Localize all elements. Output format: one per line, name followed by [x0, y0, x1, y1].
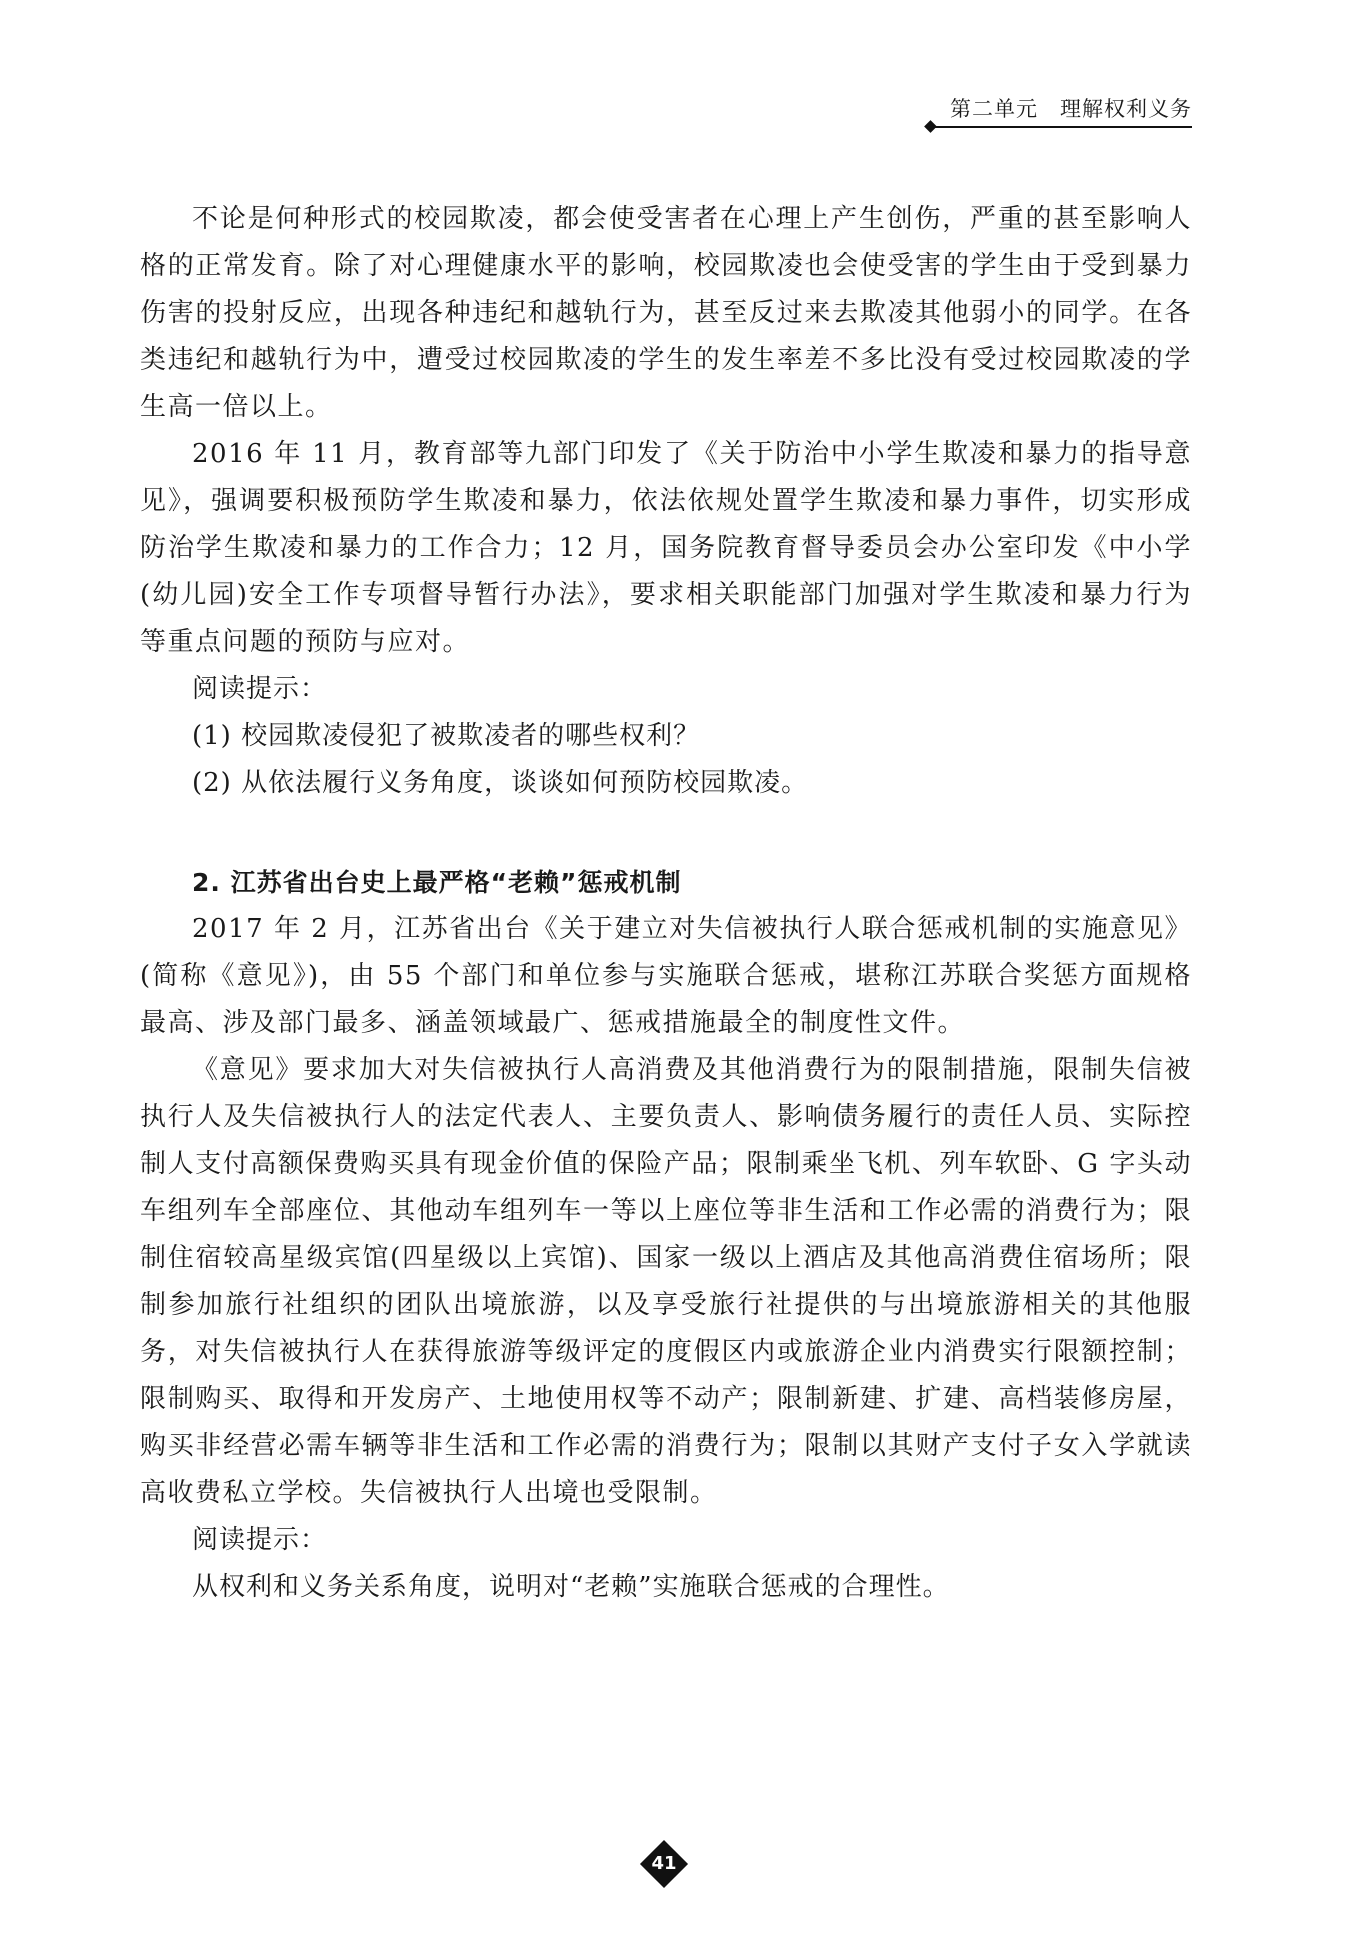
reading-question: 从权利和义务关系角度，说明对“老赖”实施联合惩戒的合理性。	[192, 1572, 950, 1602]
section-title: 2. 江苏省出台史上最严格“老赖”惩戒机制	[192, 868, 682, 897]
paragraph: 不论是何种形式的校园欺凌，都会使受害者在心理上产生创伤，严重的甚至影响人格的正常发育。除了对心理健康水平的影响，校园欺凌也会使受害的学生由于受到暴力伤害的投射反应，出现各种违纪和越轨行为，甚至反过来去欺凌其他弱小的同学。在各类违纪和越轨行为中，遭受过校园欺凌的学生的发生率差不多比没有受过校园欺凌的学生高一倍以上。	[140, 204, 1192, 422]
reading-question: (2) 从依法履行义务角度，谈谈如何预防校园欺凌。	[192, 768, 809, 798]
paragraph: 2016 年 11 月，教育部等九部门印发了《关于防治中小学生欺凌和暴力的指导意见》，强调要积极预防学生欺凌和暴力，依法依规处置学生欺凌和暴力事件，切实形成防治学生欺凌和暴力的工作合力；12 月，国务院教育督导委员会办公室印发《中小学(幼儿园)安全工作专项督导暂行办法》，要求相关职能部门加强对学生欺凌和暴力行为等重点问题的预防与应对。	[140, 439, 1192, 657]
header-rule	[932, 126, 1192, 128]
running-header	[912, 96, 1192, 136]
reading-hint-label: 阅读提示：	[192, 674, 328, 704]
reading-hint-label: 阅读提示：	[192, 1525, 328, 1555]
paragraph: 《意见》要求加大对失信被执行人高消费及其他消费行为的限制措施，限制失信被执行人及失信被执行人的法定代表人、主要负责人、影响债务履行的责任人员、实际控制人支付高额保费购买具有现金价值的保险产品；限制乘坐飞机、列车软卧、G 字头动车组列车全部座位、其他动车组列车一等以上座位等非生活和工作必需的消费行为；限制住宿较高星级宾馆(四星级以上宾馆)、国家一级以上酒店及其他高消费住宿场所；限制参加旅行社组织的团队出境旅游，以及享受旅行社提供的与出境旅游相关的其他服务，对失信被执行人在获得旅游等级评定的度假区内或旅游企业内消费实行限额控制；限制购买、取得和开发房产、土地使用权等不动产；限制新建、扩建、高档装修房屋，购买非经营必需车辆等非生活和工作必需的消费行为；限制以其财产支付子女入学就读高收费私立学校。失信被执行人出境也受限制。	[140, 1055, 1192, 1508]
page-number-text: 41	[651, 1853, 677, 1874]
unit-title: 第二单元 理解权利义务	[950, 97, 1192, 121]
reading-question: (1) 校园欺凌侵犯了被欺凌者的哪些权利？	[192, 721, 701, 751]
page-number	[640, 1840, 688, 1888]
paragraph: 2017 年 2 月，江苏省出台《关于建立对失信被执行人联合惩戒机制的实施意见》(简称《意见》)，由 55 个部门和单位参与实施联合惩戒，堪称江苏联合奖惩方面规格最高、涉及部门最多、涵盖领域最广、惩戒措施最全的制度性文件。	[140, 914, 1192, 1038]
page-body	[140, 196, 1192, 1611]
